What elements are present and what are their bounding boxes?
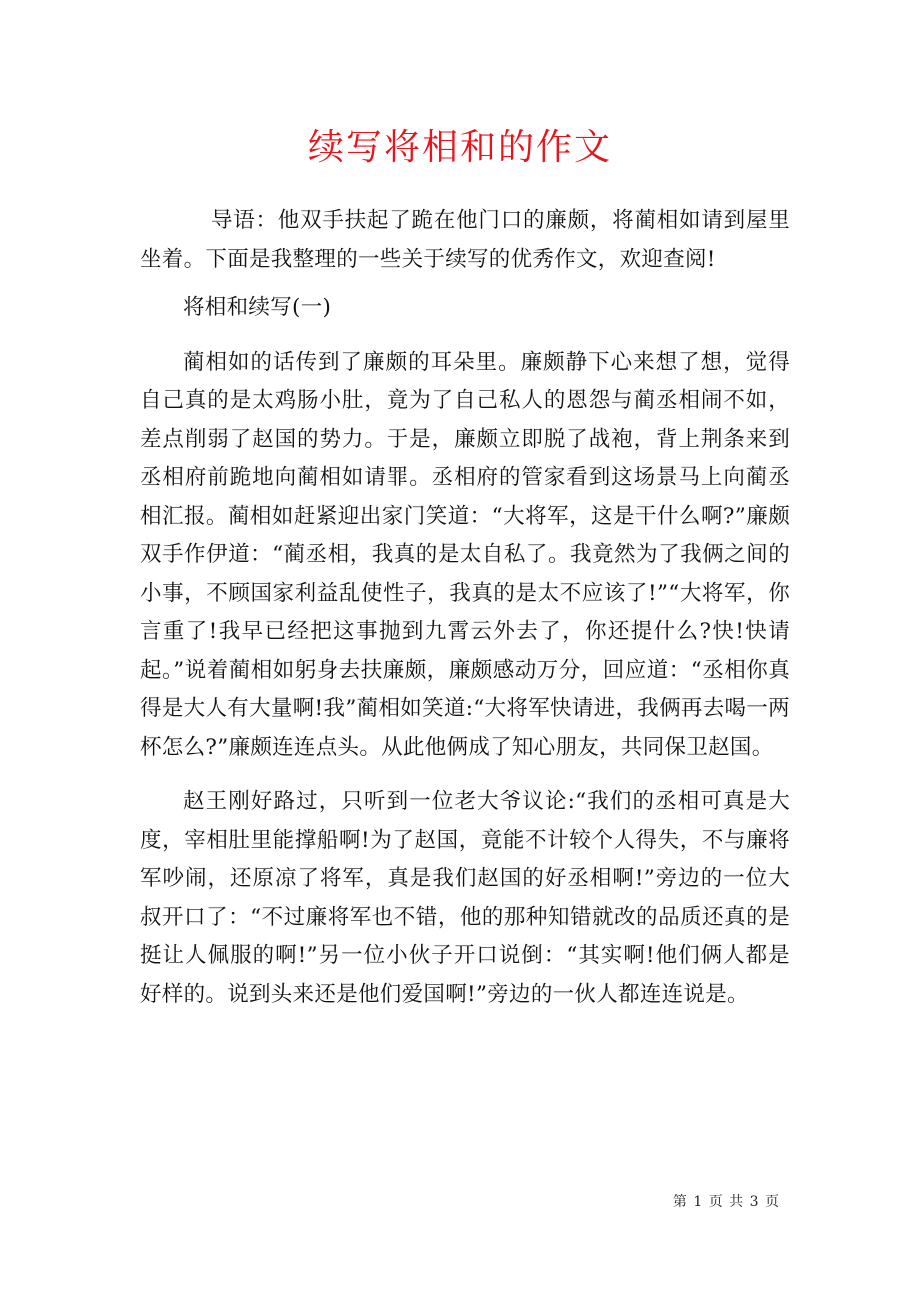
- page-number-footer: 第 1 页 共 3 页: [672, 1194, 780, 1210]
- section-heading: 将相和续写(一): [183, 295, 332, 320]
- body-paragraph: 赵王刚好路过，只听到一位老大爷议论:“我们的丞相可真是大度，宰相肚里能撑船啊!为了赵国，竟能不计较个人得失，不与廉将军吵闹，还原凉了将军，真是我们赵国的好丞相啊!”旁边的一位大叔开口了：“不过廉将军也不错，他的那种知错就改的品质还真的是挺让人佩服的啊!”另一位小伙子开口说倒：“其实啊!他们俩人都是好样的。说到头来还是他们爱国啊!”旁边的一伙人都连连说是。: [140, 789, 790, 1007]
- document-body: [140, 202, 790, 1014]
- body-paragraph: 蔺相如的话传到了廉颇的耳朵里。廉颇静下心来想了想，觉得自己真的是太鸡肠小肚，竟为了自己私人的恩怨与蔺丞相闹不如，差点削弱了赵国的势力。于是，廉颇立即脱了战袍，背上荆条来到丞相府前跪地向蔺相如请罪。丞相府的管家看到这场景马上向蔺丞相汇报。蔺相如赶紧迎出家门笑道：“大将军，这是干什么啊?”廉颇双手作伊道：“蔺丞相，我真的是太自私了。我竟然为了我俩之间的小事，不顾国家利益乱使性子，我真的是太不应该了!”“大将军，你言重了!我早已经把这事抛到九霄云外去了，你还提什么?快!快请起。”说着蔺相如躬身去扶廉颇，廉颇感动万分，回应道：“丞相你真得是大人有大量啊!我”蔺相如笑道:“大将军快请进，我俩再去喝一两杯怎么?”廉颇连连点头。从此他俩成了知心朋友，共同保卫赵国。: [140, 349, 790, 760]
- document-title: 续写将相和的作文: [307, 127, 612, 168]
- intro-paragraph: 导语：他双手扶起了跪在他门口的廉颇，将蔺相如请到屋里坐着。下面是我整理的一些关于续写的优秀作文，欢迎查阅!: [140, 208, 790, 272]
